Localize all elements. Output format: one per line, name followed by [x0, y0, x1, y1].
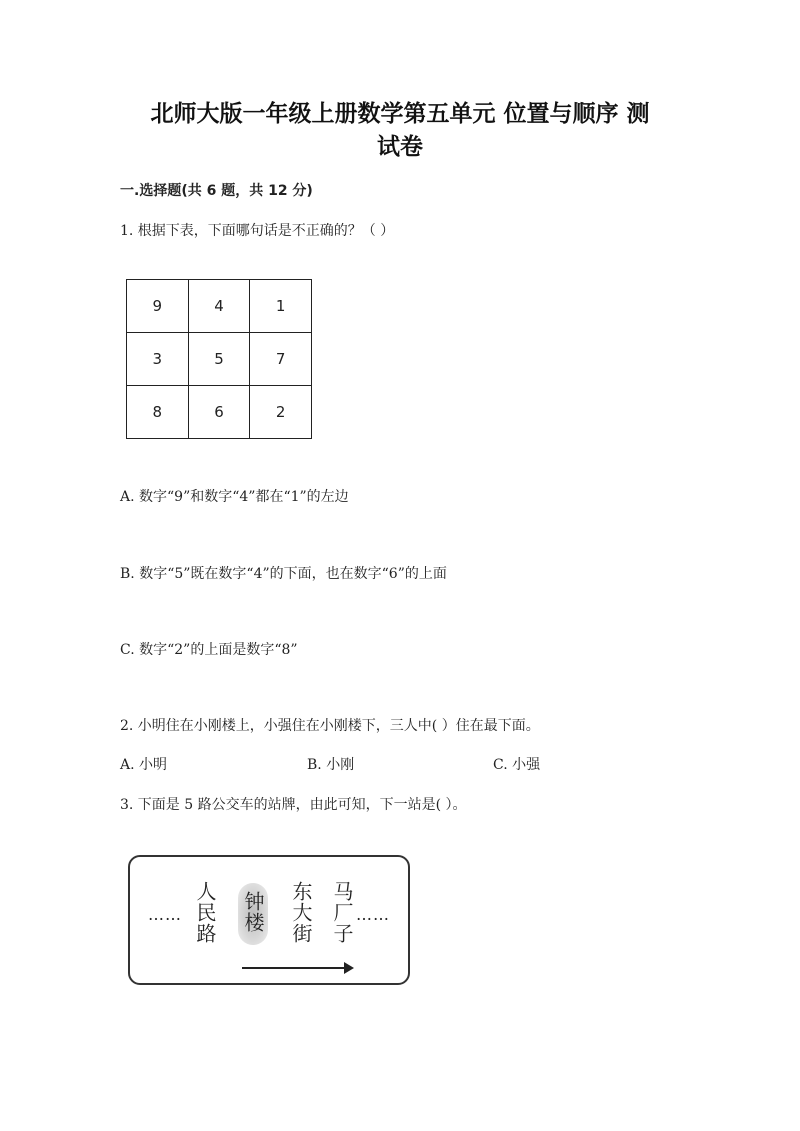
number-grid — [126, 279, 312, 439]
grid-cell: 4 — [188, 280, 250, 333]
question-1-option-a[interactable]: A. 数字“9”和数字“4”都在“1”的左边 — [120, 489, 349, 505]
grid-cell: 6 — [188, 386, 250, 439]
left-dots: …… — [148, 905, 182, 924]
stop-machangzi: 马厂子 — [330, 881, 354, 944]
grid-cell: 2 — [250, 386, 312, 439]
stop-renmin-road: 人民路 — [193, 881, 217, 944]
question-2-option-a[interactable]: A. 小明 — [120, 757, 168, 773]
page-title — [120, 98, 680, 164]
grid-row — [127, 280, 312, 333]
grid-cell: 9 — [127, 280, 189, 333]
grid-cell: 7 — [250, 333, 312, 386]
grid-row — [127, 333, 312, 386]
grid-cell: 8 — [127, 386, 189, 439]
title-line-2: 试卷 — [377, 134, 423, 160]
question-1-option-c[interactable]: C. 数字“2”的上面是数字“8” — [120, 642, 298, 658]
stop-dongda-street: 东大街 — [289, 881, 313, 944]
question-1-option-b[interactable]: B. 数字“5”既在数字“4”的下面，也在数字“6”的上面 — [120, 566, 447, 582]
title-line-1: 北师大版一年级上册数学第五单元 位置与顺序 测 — [150, 101, 650, 127]
question-2-option-b[interactable]: B. 小刚 — [307, 757, 355, 773]
arrow-head-icon — [344, 962, 354, 974]
question-2-stem: 2. 小明住在小刚楼上，小强住在小刚楼下，三人中( ）住在最下面。 — [120, 718, 540, 734]
grid-row — [127, 386, 312, 439]
question-3-stem: 3. 下面是 5 路公交车的站牌，由此可知，下一站是( ）。 — [120, 797, 467, 813]
stop-bell-tower: 钟楼 — [241, 891, 265, 933]
grid-cell: 1 — [250, 280, 312, 333]
direction-arrow — [242, 967, 346, 969]
section-heading: 一.选择题(共 6 题，共 12 分) — [120, 183, 313, 199]
question-1-stem: 1. 根据下表，下面哪句话是不正确的？（ ） — [120, 223, 395, 239]
grid-cell: 5 — [188, 333, 250, 386]
bus-stop-sign — [128, 855, 410, 985]
grid-cell: 3 — [127, 333, 189, 386]
right-dots: …… — [356, 905, 390, 924]
question-2-option-c[interactable]: C. 小强 — [493, 757, 541, 773]
